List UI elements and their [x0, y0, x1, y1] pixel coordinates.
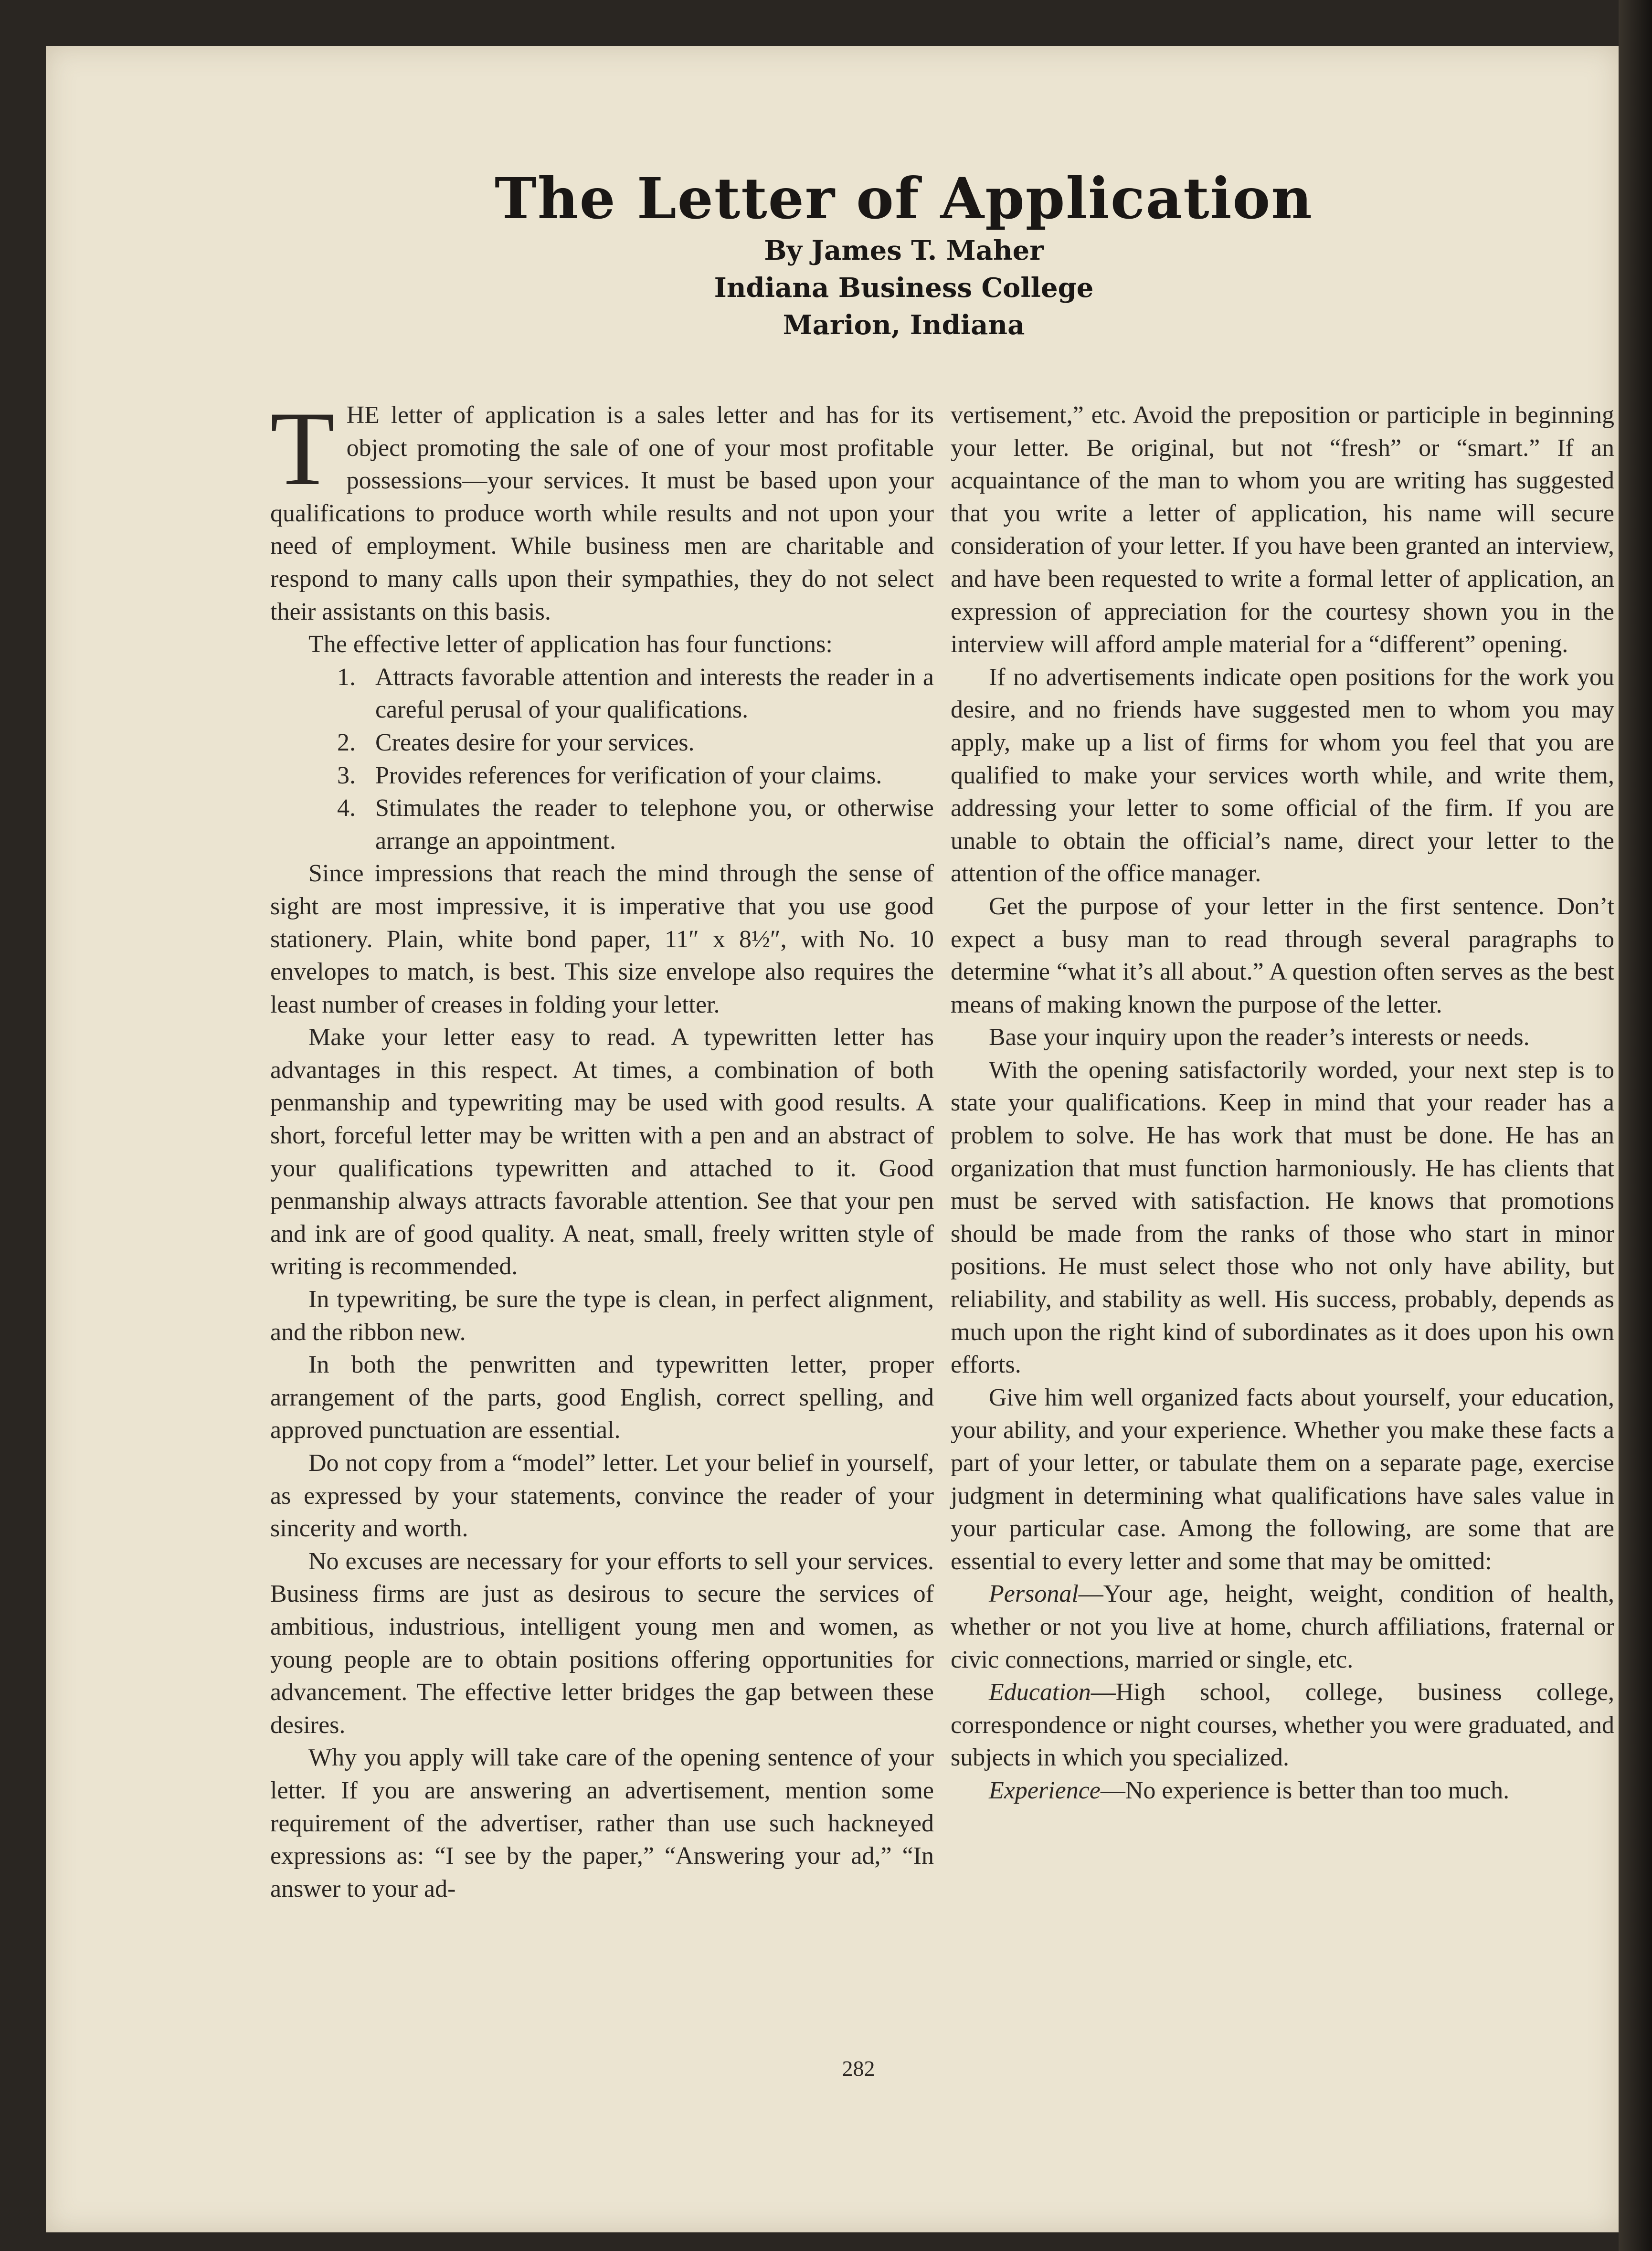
list-item-number: 3. — [337, 761, 356, 789]
right-column — [951, 399, 1614, 1807]
experience-text: —No experience is better than too much. — [1100, 1776, 1510, 1804]
paragraph-base-inquiry: Base your inquiry upon the reader’s interests or needs. — [989, 1024, 1530, 1051]
paragraph-purpose: Get the purpose of your letter in the first sentence. Don’t expect a busy man to read through several paragraphs to determine “what it’s all about.” A question often serves as the best means of making known the purpose of the letter. — [951, 892, 1614, 1018]
personal-label: Personal — [989, 1580, 1079, 1608]
paragraph-no-excuses: No excuses are necessary for your efforts to sell your services. Business firms are just as desirous to secure the services of ambitious, industrious, intelligent young men and women, as young people are to obtain positions offering opportunities for advancement. The effective letter bridges the gap between these desires. — [270, 1547, 934, 1739]
functions-list — [270, 661, 934, 858]
list-item — [270, 661, 934, 727]
paragraph-education — [951, 1676, 1614, 1775]
paragraph-model-letter: Do not copy from a “model” letter. Let your belief in yourself, as expressed by your statements, convince the reader of your sincerity and worth. — [270, 1449, 934, 1543]
drop-cap: T — [270, 390, 335, 507]
article-title: The Letter of Application — [494, 165, 1313, 232]
list-item-number: 4. — [337, 794, 356, 822]
paragraph-why-apply: Why you apply will take care of the opening sentence of your letter. If you are answering an advertisement, mention some requirement of the advertiser, rather than use such hackneyed expressions as: “I see by the paper,” “Answering your ad,” “In answer to your ad- — [270, 1744, 934, 1902]
paragraph-experience — [951, 1775, 1614, 1807]
paragraph-continued: vertisement,” etc. Avoid the preposition or participle in beginning your letter. Be original, but not “fresh” or “smart.” If an acquaintance of the man to whom you are writing has suggested that you write a letter of application, his name will secure consideration of your letter. If you have been granted an interview, and have been requested to write a formal letter of application, an expression of appreciation for the courtesy shown you in the interview will afford ample material for a “different” opening. — [951, 402, 1614, 658]
list-item-text: Provides references for verification of your claims. — [375, 761, 882, 789]
education-label: Education — [989, 1679, 1091, 1706]
list-item — [270, 727, 934, 760]
intro-paragraph — [270, 390, 934, 628]
author-location: Marion, Indiana — [783, 309, 1025, 341]
list-item — [270, 792, 934, 857]
paragraph-personal — [951, 1578, 1614, 1676]
author-name: By James T. Maher — [764, 235, 1044, 266]
book-spine-edge — [1619, 0, 1652, 2251]
list-item-number: 2. — [337, 729, 356, 756]
list-item-text: Stimulates the reader to telephone you, or otherwise arrange an appointment. — [375, 794, 934, 855]
page — [46, 46, 1619, 2232]
paragraph-easy-to-read: Make your letter easy to read. A typewritten letter has advantages in this respect. At times, a combination of both penmanship and typewriting may be used with good results. A short, forceful letter may be written with a pen and an abstract of your qualifications typewritten and attached to it. Good penmanship always attracts favorable attention. See that your pen and ink are of good quality. A neat, small, freely written style of writing is recommended. — [270, 1024, 934, 1280]
list-item-number: 1. — [337, 663, 356, 691]
page-number: 282 — [842, 2056, 875, 2081]
paragraph-both-letters: In both the penwritten and typewritten letter, proper arrangement of the parts, good English, correct spelling, and approved punctuation are essential. — [270, 1351, 934, 1444]
paragraph-typewriting: In typewriting, be sure the type is clean, in perfect alignment, and the ribbon new. — [270, 1286, 934, 1346]
paragraph-no-advertisements: If no advertisements indicate open positions for the work you desire, and no friends have suggested men to whom you may apply, make up a list of firms for whom you feel that you are qualified to make your services worth while, and write them, addressing your letter to some official of the firm. If you are unable to obtain the official’s name, direct your letter to the attention of the office manager. — [951, 663, 1614, 888]
article-header — [46, 165, 1619, 344]
list-item — [270, 760, 934, 793]
list-item-text: Creates desire for your services. — [375, 729, 695, 756]
list-item-text: Attracts favorable attention and interests the reader in a careful perusal of your qualifications. — [375, 663, 934, 724]
education-text: —High school, college, business college, correspondence or night courses, whether you were graduated, and subjects in which you specialized. — [951, 1679, 1614, 1772]
paragraph-stationery: Since impressions that reach the mind through the sense of sight are most impressive, it is imperative that you use good stationery. Plain, white bond paper, 11″ x 8½″, with No. 10 envelopes to match, is best. This size envelope also requires the least number of creases in folding your letter. — [270, 860, 934, 1018]
paragraph-organized-facts: Give him well organized facts about yourself, your education, your ability, and your experience. Whether you make these facts a part of your letter, or tabulate them on a separate page, exercise judgment in determining what qualifications have sales value in your particular case. Among the following, are some that are essential to every letter and some that may be omitted: — [951, 1384, 1614, 1575]
intro-text: HE letter of application is a sales letter and has for its object promoting the sale of one of your most profitable possessions—your services. It must be based upon your qualifications to produce worth while results and not upon your need of employment. While business men are charitable and respond to many calls upon their sympathies, they do not select their assistants on this basis. — [270, 402, 934, 625]
author-institution: Indiana Business College — [714, 272, 1094, 304]
personal-text: —Your age, height, weight, condition of health, whether or not you live at home, church affiliations, fraternal or civic connections, married or single, etc. — [951, 1580, 1614, 1673]
experience-label: Experience — [989, 1776, 1101, 1804]
paragraph-qualifications: With the opening satisfactorily worded, your next step is to state your qualifications. Keep in mind that your reader has a problem to solve. He has work that must be done. He has an organization that must function harmoniously. He has clients that must be served with satisfaction. He knows that promotions should be made from the ranks of those who start in minor positions. He must select those who not only have ability, but reliability, and stability as well. His success, probably, depends as much upon the right kind of subordinates as it does upon his own efforts. — [951, 1056, 1614, 1379]
left-column — [270, 390, 934, 1905]
functions-intro: The effective letter of application has four functions: — [308, 631, 833, 658]
